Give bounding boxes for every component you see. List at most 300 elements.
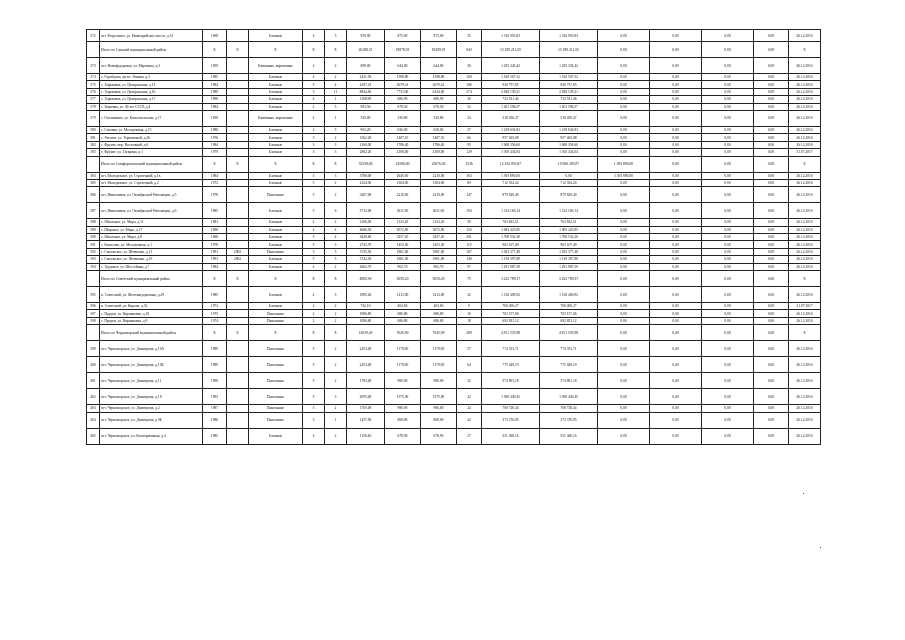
cell-a1: 4800,90 bbox=[347, 271, 385, 287]
cell-ent: 2 bbox=[325, 405, 347, 412]
cell-c1: 1 218 634,83 bbox=[482, 126, 540, 133]
cell-addr: с. Трудовое, ул. Шоссейная, д.7 bbox=[100, 263, 203, 270]
cell-c6: 0,00 bbox=[754, 405, 789, 412]
cell-c3: 0,00 bbox=[598, 241, 650, 248]
cell-res: 37 bbox=[457, 126, 482, 133]
cell-year: 1990 bbox=[203, 96, 227, 103]
cell-addr: с. Зверевка, ул. 40 лет СССР, д.4 bbox=[100, 103, 203, 110]
cell-c6: 0,00 bbox=[754, 149, 789, 156]
cell-a3: 2679,41 bbox=[421, 81, 457, 88]
cell-a3: 644,00 bbox=[421, 58, 457, 74]
cell-mat: Блочные bbox=[249, 81, 303, 88]
table-row bbox=[87, 58, 821, 74]
cell-a1: 3780,00 bbox=[347, 172, 385, 179]
cell-mat: Каменные, кирпичные bbox=[249, 58, 303, 74]
table-row bbox=[87, 81, 821, 88]
cell-ent: X bbox=[325, 42, 347, 58]
cell-a2: 2679,41 bbox=[385, 81, 421, 88]
cell-c3: 0,00 bbox=[598, 187, 650, 203]
cell-c5: 0,00 bbox=[702, 234, 754, 241]
cell-a1: 14029,40 bbox=[347, 325, 385, 341]
cell-res: 1536 bbox=[457, 156, 482, 172]
cell-year: 1984 bbox=[203, 81, 227, 88]
table-row bbox=[87, 74, 821, 81]
cell-y2 bbox=[227, 412, 249, 428]
cell-date: 26.12.2016 bbox=[789, 30, 821, 42]
cell-ent: 3 bbox=[325, 103, 347, 110]
cell-ent: 2 bbox=[325, 187, 347, 203]
cell-ent: 2 bbox=[325, 341, 347, 357]
table-row bbox=[87, 357, 821, 373]
cell-c6: 0,00 bbox=[754, 234, 789, 241]
cell-y2 bbox=[227, 96, 249, 103]
cell-c4: 0,00 bbox=[650, 341, 702, 357]
cell-res: 64 bbox=[457, 357, 482, 373]
cell-fl: 5 bbox=[303, 412, 325, 428]
table-total-row bbox=[87, 271, 821, 287]
cell-a3: 1861,00 bbox=[421, 248, 457, 255]
cell-c4: 0,00 bbox=[650, 317, 702, 324]
cell-c6: 0,00 bbox=[754, 203, 789, 219]
cell-y2 bbox=[227, 357, 249, 373]
cell-a2: 1786,40 bbox=[385, 141, 421, 148]
cell-year: 1979 bbox=[203, 149, 227, 156]
cell-res: 129 bbox=[457, 149, 482, 156]
table-total-row bbox=[87, 156, 821, 172]
table-row bbox=[87, 103, 821, 110]
cell-res: 209 bbox=[457, 325, 482, 341]
cell-c1: 12 354 093,87 bbox=[482, 156, 540, 172]
cell-c4: 0,00 bbox=[650, 241, 702, 248]
cell-c5: 0,00 bbox=[702, 126, 754, 133]
cell-a2: 3611,00 bbox=[385, 203, 421, 219]
cell-a1: 550,80 bbox=[347, 110, 385, 126]
cell-n: 401 bbox=[87, 373, 100, 389]
cell-a3: 678,50 bbox=[421, 103, 457, 110]
cell-year: 1975 bbox=[203, 310, 227, 317]
cell-date: 26.12.2016 bbox=[789, 126, 821, 133]
cell-c4: 0,00 bbox=[650, 103, 702, 110]
cell-addr: с. Школьное, ул. Мира, д.8 bbox=[100, 234, 203, 241]
cell-y2 bbox=[227, 58, 249, 74]
cell-date: 26.12.2016 bbox=[789, 241, 821, 248]
cell-ent: 2 bbox=[325, 219, 347, 226]
cell-res: 75 bbox=[457, 271, 482, 287]
cell-date: 26.12.2016 bbox=[789, 412, 821, 428]
cell-a2: 678,90 bbox=[385, 428, 421, 444]
cell-n: 387 bbox=[87, 203, 100, 219]
cell-c6: 0,00 bbox=[754, 317, 789, 324]
cell-a2: 686,80 bbox=[385, 310, 421, 317]
cell-res: 27 bbox=[457, 428, 482, 444]
table-body bbox=[87, 30, 821, 445]
cell-c5: 0,00 bbox=[702, 389, 754, 405]
cell-c2: 531 360,16 bbox=[540, 428, 598, 444]
cell-a1: 26188,31 bbox=[347, 42, 385, 58]
cell-addr: с. Фрунзе, пер. Восточный, д.6 bbox=[100, 141, 203, 148]
cell-c1: 692 831,12 bbox=[482, 317, 540, 324]
cell-c3: 0,00 bbox=[598, 226, 650, 233]
cell-ent: 4 bbox=[325, 234, 347, 241]
cell-a1: 1156,40 bbox=[347, 428, 385, 444]
cell-fl: X bbox=[303, 42, 325, 58]
table-row bbox=[87, 256, 821, 263]
cell-fl: 5 bbox=[303, 248, 325, 255]
cell-a3: 7645,90 bbox=[421, 325, 457, 341]
cell-date: 31.07.2017 bbox=[789, 149, 821, 156]
document-sheet bbox=[86, 29, 820, 445]
cell-c4: 0,00 bbox=[650, 172, 702, 179]
cell-a1: 1783,00 bbox=[347, 373, 385, 389]
cell-a3: 1453,30 bbox=[421, 241, 457, 248]
cell-n bbox=[87, 42, 100, 58]
cell-date: 26.12.2016 bbox=[789, 179, 821, 186]
cell-fl: 5 bbox=[303, 81, 325, 88]
cell-mat: Блочные bbox=[249, 234, 303, 241]
cell-c5: 0,00 bbox=[702, 341, 754, 357]
cell-res: 66 bbox=[457, 134, 482, 141]
cell-addr: с. Охотниково, ул. Комсомольская, д.17 bbox=[100, 110, 203, 126]
cell-c4: 0,00 bbox=[650, 248, 702, 255]
cell-c2: 708 728,44 bbox=[540, 405, 598, 412]
cell-c6: 0,00 bbox=[754, 357, 789, 373]
cell-n: 378 bbox=[87, 103, 100, 110]
cell-y2 bbox=[227, 226, 249, 233]
cell-c5: 0,00 bbox=[702, 219, 754, 226]
cell-c5: 0,00 bbox=[702, 325, 754, 341]
cell-a1: 1086,80 bbox=[347, 310, 385, 317]
cell-c6: 0,00 bbox=[754, 428, 789, 444]
cell-c2: 1 201 596,57 bbox=[540, 103, 598, 110]
cell-y2 bbox=[227, 74, 249, 81]
cell-fl: 5 bbox=[303, 405, 325, 412]
cell-res: 194 bbox=[457, 203, 482, 219]
scan-speck bbox=[803, 493, 804, 494]
table-row bbox=[87, 317, 821, 324]
cell-c3: 0,00 bbox=[598, 30, 650, 42]
cell-n: 376 bbox=[87, 88, 100, 95]
cell-c1: 1 291 987,59 bbox=[482, 263, 540, 270]
cell-addr: пгт. Молодежное, ул. Стрелецкий, д.2 bbox=[100, 179, 203, 186]
cell-year: 1980 bbox=[203, 126, 227, 133]
cell-date: 26.12.2016 bbox=[789, 263, 821, 270]
cell-a3: 23076,40 bbox=[421, 156, 457, 172]
cell-mat: Блочные bbox=[249, 428, 303, 444]
cell-c1: 1 201 596,57 bbox=[482, 103, 540, 110]
cell-c4: 0,00 bbox=[650, 234, 702, 241]
cell-mat: Блочные bbox=[249, 241, 303, 248]
cell-a2: 2100,00 bbox=[385, 149, 421, 156]
cell-a1: 1562,40 bbox=[347, 134, 385, 141]
cell-c1: 703 157,06 bbox=[482, 310, 540, 317]
table-row bbox=[87, 405, 821, 412]
cell-date: 26.12.2016 bbox=[789, 141, 821, 148]
cell-fl: 5 bbox=[303, 389, 325, 405]
cell-fl: 2 bbox=[303, 317, 325, 324]
cell-c3: 0,00 bbox=[598, 203, 650, 219]
cell-c5: 0,00 bbox=[702, 110, 754, 126]
cell-mat: Блочные bbox=[249, 303, 303, 310]
cell-date: 26.12.2016 bbox=[789, 256, 821, 263]
cell-c3: 0,00 bbox=[598, 134, 650, 141]
cell-c6: 0,00 bbox=[754, 110, 789, 126]
cell-addr: пгт. Черноморское, ул. Димитрова, д.18 bbox=[100, 389, 203, 405]
cell-c4: 0,00 bbox=[650, 110, 702, 126]
cell-mat: Блочные bbox=[249, 74, 303, 81]
cell-c1: 1 058 449,45 bbox=[482, 389, 540, 405]
cell-c6: 0,00 bbox=[754, 156, 789, 172]
cell-a1: 903,50 bbox=[347, 103, 385, 110]
cell-c6: 0,00 bbox=[754, 287, 789, 303]
cell-a2: 644,00 bbox=[385, 58, 421, 74]
cell-ent: 2 bbox=[325, 317, 347, 324]
cell-c2: 10 960 203,87 bbox=[540, 156, 598, 172]
cell-c6: 0,00 bbox=[754, 341, 789, 357]
cell-mat: X bbox=[249, 42, 303, 58]
cell-a1: 3722,30 bbox=[347, 256, 385, 263]
cell-c5: 0,00 bbox=[702, 172, 754, 179]
cell-a1: 1457,00 bbox=[347, 412, 385, 428]
cell-c4: 0,00 bbox=[650, 226, 702, 233]
cell-c1: 1 023 377,48 bbox=[482, 248, 540, 255]
cell-year: 1985 bbox=[203, 428, 227, 444]
cell-addr: п. Советский, ул. Кирова, д.32 bbox=[100, 303, 203, 310]
cell-fl: 2 bbox=[303, 126, 325, 133]
cell-c4: 0,00 bbox=[650, 96, 702, 103]
cell-n: 375 bbox=[87, 81, 100, 88]
cell-c5: 0,00 bbox=[702, 405, 754, 412]
cell-ent: 2 bbox=[325, 179, 347, 186]
cell-a2: 1179,00 bbox=[385, 341, 421, 357]
cell-y2 bbox=[227, 263, 249, 270]
cell-c4: 0,00 bbox=[650, 149, 702, 156]
cell-a3: 680,90 bbox=[421, 96, 457, 103]
cell-ent: 2 bbox=[325, 357, 347, 373]
cell-c6: 0,00 bbox=[754, 303, 789, 310]
cell-a2: 7645,90 bbox=[385, 325, 421, 341]
cell-fl: 5 bbox=[303, 172, 325, 179]
cell-ent: 2 bbox=[325, 373, 347, 389]
cell-a3: 1333,20 bbox=[421, 219, 457, 226]
cell-c4: 0,00 bbox=[650, 263, 702, 270]
table-row bbox=[87, 219, 821, 226]
cell-a2: 636,00 bbox=[385, 126, 421, 133]
table-row bbox=[87, 141, 821, 148]
cell-c2: 1 139 397,88 bbox=[540, 256, 598, 263]
cell-year: 1989 bbox=[203, 357, 227, 373]
cell-date: X bbox=[789, 156, 821, 172]
cell-year: 1985 bbox=[203, 287, 227, 303]
cell-year: 1986 bbox=[203, 412, 227, 428]
cell-addr: пгт. Черноморское, ул. Димитрова, д.2 bbox=[100, 405, 203, 412]
cell-a1: 3407,00 bbox=[347, 187, 385, 203]
cell-fl: 2 bbox=[303, 310, 325, 317]
cell-c1: 963 107,49 bbox=[482, 241, 540, 248]
cell-fl: 5 bbox=[303, 187, 325, 203]
cell-n: 396 bbox=[87, 303, 100, 310]
cell-c5: 0,00 bbox=[702, 248, 754, 255]
cell-mat: Блочные bbox=[249, 203, 303, 219]
cell-ent: X bbox=[325, 325, 347, 341]
cell-fl: 4 bbox=[303, 263, 325, 270]
cell-n: 374 bbox=[87, 74, 100, 81]
table-row bbox=[87, 341, 821, 357]
cell-c6: 0,00 bbox=[754, 373, 789, 389]
cell-res: 201 bbox=[457, 234, 482, 241]
cell-c1: 1 314 169,14 bbox=[482, 203, 540, 219]
cell-c6: 0,00 bbox=[754, 325, 789, 341]
cell-addr: с. Прудки, ул. Кирчановка, д.9 bbox=[100, 317, 203, 324]
cell-y2 bbox=[227, 179, 249, 186]
cell-addr: с. Прудки, ул. Кирчановка, д.10 bbox=[100, 310, 203, 317]
cell-y2 bbox=[227, 141, 249, 148]
cell-c6: 0,00 bbox=[754, 241, 789, 248]
cell-c4: 0,00 bbox=[650, 42, 702, 58]
cell-mat: Блочные bbox=[249, 88, 303, 95]
cell-mat: Блочные bbox=[249, 149, 303, 156]
cell-y2 bbox=[227, 373, 249, 389]
cell-year: 1984 bbox=[203, 172, 227, 179]
cell-c1: 763 822,51 bbox=[482, 219, 540, 226]
cell-a2: 3050,20 bbox=[385, 271, 421, 287]
cell-a2: 463,60 bbox=[385, 303, 421, 310]
cell-a2: 1333,20 bbox=[385, 219, 421, 226]
cell-c4: 0,00 bbox=[650, 373, 702, 389]
cell-a3: 686,80 bbox=[421, 317, 457, 324]
cell-a2: 3257,20 bbox=[385, 234, 421, 241]
cell-fl: 5 bbox=[303, 256, 325, 263]
cell-c3: 0,00 bbox=[598, 373, 650, 389]
cell-c5: 0,00 bbox=[702, 96, 754, 103]
cell-addr: с. Школьное, ул. Мира, д.11 bbox=[100, 219, 203, 226]
cell-c2: 774 353,71 bbox=[540, 341, 598, 357]
table-row bbox=[87, 310, 821, 317]
cell-a3: 330,80 bbox=[421, 110, 457, 126]
cell-res: 140 bbox=[457, 256, 482, 263]
cell-addr: Итого по Сакский муниципальный район bbox=[100, 42, 203, 58]
cell-c1: 926 757,85 bbox=[482, 81, 540, 88]
cell-res: 100 bbox=[457, 74, 482, 81]
cell-y2 bbox=[227, 317, 249, 324]
cell-addr: с. Харьковка, ул. Центральная, д.16 bbox=[100, 88, 203, 95]
cell-date: 26.12.2016 bbox=[789, 81, 821, 88]
cell-c4: 0,00 bbox=[650, 203, 702, 219]
cell-year: 1991 bbox=[203, 256, 227, 263]
cell-a2: 1861,00 bbox=[385, 248, 421, 255]
cell-addr: пгт. Черноморское, ул. Димитрова, д.10Б bbox=[100, 357, 203, 373]
cell-y2 bbox=[227, 134, 249, 141]
cell-fl: 2 bbox=[303, 110, 325, 126]
cell-y2 bbox=[227, 88, 249, 95]
cell-y2 bbox=[227, 428, 249, 444]
cell-date: 26.12.2016 bbox=[789, 58, 821, 74]
cell-c5: 0,00 bbox=[702, 303, 754, 310]
cell-date: 26.12.2016 bbox=[789, 172, 821, 179]
cell-addr: пгт. Черноморское, ул. Димитрова, д.11 bbox=[100, 373, 203, 389]
cell-a1: 4297,41 bbox=[347, 81, 385, 88]
cell-c5: 0,00 bbox=[702, 357, 754, 373]
cell-fl: 2 bbox=[303, 428, 325, 444]
cell-fl: 2 bbox=[303, 303, 325, 310]
cell-c5: 0,00 bbox=[702, 317, 754, 324]
cell-c6: 0,00 bbox=[754, 256, 789, 263]
cell-a3: 463,60 bbox=[421, 303, 457, 310]
cell-addr: с. Сакольское, ул. Шевченко, д.13 bbox=[100, 248, 203, 255]
cell-res: 30 bbox=[457, 96, 482, 103]
cell-c4: 0,00 bbox=[650, 126, 702, 133]
cell-year: 1959 bbox=[203, 110, 227, 126]
cell-c5: 0,00 bbox=[702, 58, 754, 74]
cell-res: 89 bbox=[457, 179, 482, 186]
cell-c4: 0,00 bbox=[650, 271, 702, 287]
cell-ent: 2 bbox=[325, 263, 347, 270]
cell-mat: Панельные bbox=[249, 187, 303, 203]
cell-mat: Блочные bbox=[249, 134, 303, 141]
cell-y2 bbox=[227, 219, 249, 226]
cell-c6: 0,00 bbox=[754, 172, 789, 179]
cell-y2: X bbox=[227, 156, 249, 172]
cell-c5: 0,00 bbox=[702, 373, 754, 389]
cell-n: 400 bbox=[87, 357, 100, 373]
cell-c1: 1 316 955,83 bbox=[482, 30, 540, 42]
cell-ent: 1 bbox=[325, 96, 347, 103]
cell-date: X bbox=[789, 325, 821, 341]
cell-c5: 0,00 bbox=[702, 156, 754, 172]
cell-y2 bbox=[227, 234, 249, 241]
cell-c4: 0,00 bbox=[650, 405, 702, 412]
cell-a1: 2802,20 bbox=[347, 149, 385, 156]
cell-fl: 2 bbox=[303, 103, 325, 110]
cell-a3: 868,00 bbox=[421, 412, 457, 428]
cell-c1: 4 811 535,98 bbox=[482, 325, 540, 341]
table-row bbox=[87, 412, 821, 428]
cell-c5: 0,00 bbox=[702, 271, 754, 287]
cell-c2: 1 218 634,83 bbox=[540, 126, 598, 133]
cell-c4: 0,00 bbox=[650, 428, 702, 444]
cell-res: 97 bbox=[457, 263, 482, 270]
cell-mat: Блочные bbox=[249, 172, 303, 179]
cell-ent: 3 bbox=[325, 287, 347, 303]
cell-c3: 0,00 bbox=[598, 310, 650, 317]
cell-date: 26.12.2016 bbox=[789, 389, 821, 405]
cell-a2: 1304,00 bbox=[385, 179, 421, 186]
cell-a3: 636,00 bbox=[421, 126, 457, 133]
cell-c4: 0,00 bbox=[650, 58, 702, 74]
table-row bbox=[87, 234, 821, 241]
cell-year: X bbox=[203, 325, 227, 341]
cell-c6: 0,00 bbox=[754, 271, 789, 287]
cell-fl: 5 bbox=[303, 234, 325, 241]
cell-fl: 5 bbox=[303, 179, 325, 186]
cell-c3: 0,00 bbox=[598, 317, 650, 324]
cell-c2: 373 376,85 bbox=[540, 412, 598, 428]
cell-mat: Панельные bbox=[249, 389, 303, 405]
cell-c3: 1 393 890,00 bbox=[598, 172, 650, 179]
table-total-row bbox=[87, 42, 821, 58]
cell-c4: 0,00 bbox=[650, 156, 702, 172]
cell-n: 372 bbox=[87, 30, 100, 42]
cell-date: 26.12.2016 bbox=[789, 428, 821, 444]
cell-a2: 2210,00 bbox=[385, 187, 421, 203]
cell-c1: 531 360,16 bbox=[482, 428, 540, 444]
cell-c5: 0,00 bbox=[702, 310, 754, 317]
cell-c3: 0,00 bbox=[598, 179, 650, 186]
cell-res: 42 bbox=[457, 389, 482, 405]
cell-y2 bbox=[227, 126, 249, 133]
cell-y2: 2002 bbox=[227, 248, 249, 255]
cell-a1: 2743,70 bbox=[347, 241, 385, 248]
cell-c6: 0,00 bbox=[754, 134, 789, 141]
